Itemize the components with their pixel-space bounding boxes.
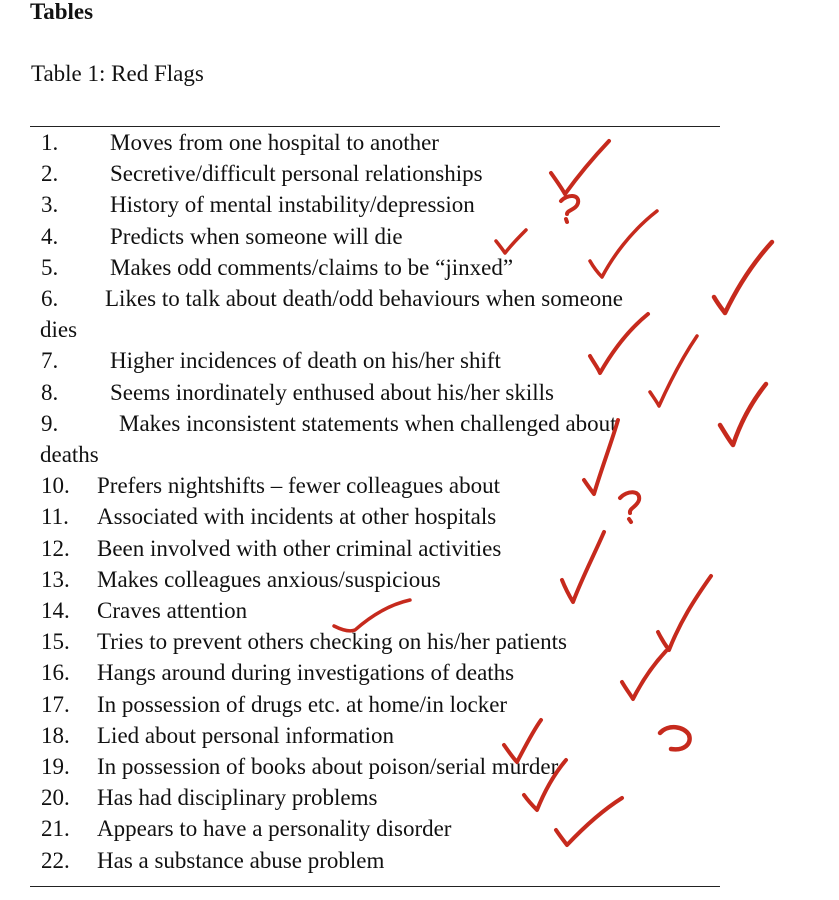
- item-text: Appears to have a personality disorder: [97, 816, 452, 842]
- list-item: [0, 283, 839, 314]
- list-item-continuation: [0, 439, 839, 470]
- item-text-continuation: deaths: [40, 442, 99, 467]
- list-item: [0, 501, 839, 532]
- item-text: Higher incidences of death on his/her shift: [110, 348, 501, 374]
- item-text: Makes odd comments/claims to be “jinxed”: [110, 254, 514, 280]
- item-text: Moves from one hospital to another: [110, 130, 439, 155]
- item-number: 18.: [41, 722, 70, 748]
- item-text: Associated with incidents at other hospitals: [97, 504, 497, 530]
- item-text: Predicts when someone will die: [110, 223, 403, 249]
- item-text-continuation: dies: [40, 317, 78, 343]
- list-item-continuation: [0, 314, 839, 345]
- item-number: 8.: [41, 379, 59, 405]
- list-item: [0, 657, 839, 688]
- list-item: [0, 158, 839, 189]
- item-text: Seems inordinately enthused about his/her skills: [110, 379, 554, 405]
- item-text: Makes colleagues anxious/suspicious: [97, 566, 441, 592]
- item-number: 21.: [41, 816, 70, 842]
- list-item: [0, 689, 839, 720]
- list-item: [0, 751, 839, 782]
- item-number: 10.: [41, 473, 70, 499]
- list-item: [0, 252, 839, 283]
- item-number: 5.: [41, 254, 59, 280]
- item-text: History of mental instability/depression: [110, 192, 475, 218]
- item-number: 11.: [41, 504, 69, 530]
- item-text: Lied about personal information: [97, 722, 395, 748]
- list-item: [0, 626, 839, 657]
- list-item: [0, 345, 839, 376]
- item-text: In possession of books about poison/serial murder: [97, 754, 559, 779]
- list-item: [0, 408, 839, 439]
- item-number: 17.: [41, 691, 70, 717]
- item-text: Been involved with other criminal activities: [97, 535, 502, 561]
- item-number: 15.: [41, 629, 70, 655]
- item-number: 7.: [41, 348, 59, 374]
- item-number: 1.: [41, 130, 59, 155]
- item-number: 20.: [41, 785, 70, 811]
- list-item: [0, 595, 839, 626]
- list-item: [0, 782, 839, 813]
- item-text: Has had disciplinary problems: [97, 785, 378, 811]
- list-item: [0, 377, 839, 408]
- list-item: [0, 127, 839, 158]
- list-item: [0, 720, 839, 751]
- item-text: Tries to prevent others checking on his/her patients: [97, 629, 567, 655]
- item-number: 14.: [41, 598, 70, 623]
- item-number: 2.: [41, 161, 59, 187]
- item-number: 4.: [41, 223, 59, 249]
- list-item: [0, 221, 839, 252]
- list-item: [0, 189, 839, 220]
- item-text: Likes to talk about death/odd behaviours when someone: [105, 286, 624, 311]
- item-number: 6.: [41, 286, 59, 311]
- item-text: Secretive/difficult personal relationships: [110, 161, 483, 187]
- item-number: 9.: [41, 410, 59, 436]
- item-number: 12.: [41, 535, 70, 561]
- list-item: [0, 813, 839, 844]
- table-caption: Table 1: Red Flags: [31, 61, 204, 86]
- item-text: Prefers nightshifts – fewer colleagues about: [97, 473, 501, 499]
- list-item: [0, 533, 839, 564]
- item-text: Has a substance abuse problem: [97, 847, 385, 873]
- list-item: [0, 845, 839, 876]
- item-number: 19.: [41, 754, 70, 779]
- item-number: 3.: [41, 192, 59, 218]
- item-number: 22.: [41, 847, 70, 873]
- item-number: 13.: [41, 566, 70, 592]
- item-text: Makes inconsistent statements when challenged about: [119, 410, 617, 436]
- item-text: Hangs around during investigations of deaths: [97, 660, 515, 686]
- table-bottom-rule: [30, 886, 720, 887]
- item-text: Craves attention: [97, 598, 248, 623]
- item-text: In possession of drugs etc. at home/in locker: [97, 691, 508, 717]
- list-item: [0, 470, 839, 501]
- list-item: [0, 564, 839, 595]
- item-number: 16.: [41, 660, 70, 686]
- section-heading: Tables: [30, 0, 94, 24]
